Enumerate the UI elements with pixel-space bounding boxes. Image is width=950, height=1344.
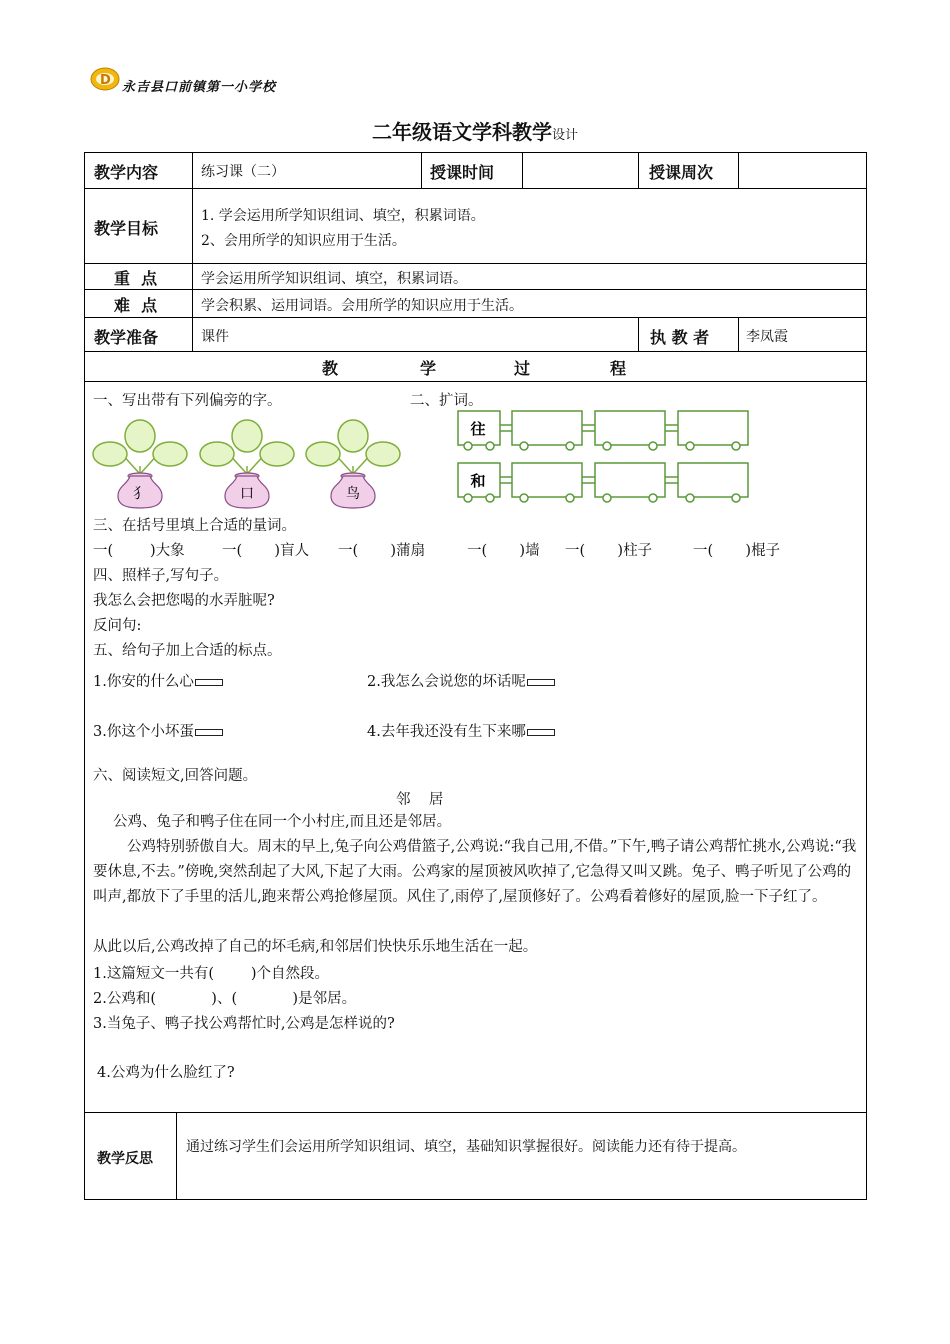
story-paragraph-2: 公鸡特别骄傲自大。周末的早上,兔子向公鸡借篮子,公鸡说:“我自己用,不借。”下午,鸭子请公鸡帮忙挑水,公鸡说:“我要休息,不去。”傍晚,突然刮起了大风,下起了大雨。公鸡家的屋顶被风吹掉了,它急得又叫又跳。兔子、鸭子听见了公鸡的叫声,都放下了手里的活儿,跑来帮公鸡抢修屋顶。风住了,雨停了,屋顶修好了。公鸡看着修好的屋顶,脸一下子红了。 [93, 839, 857, 905]
q5-answer-box-1[interactable] [195, 679, 223, 686]
q5-item-4: 4.去年我还没有生下来哪 [367, 720, 555, 741]
process-heading-4: 程 [610, 359, 627, 378]
q3-item-4: 一( )墙 [467, 543, 540, 559]
q5-item-1: 1.你安的什么心 [93, 670, 223, 691]
q5-answer-box-2[interactable] [527, 679, 555, 686]
page-title [0, 116, 950, 145]
train-char-1: 往 [470, 420, 486, 438]
q6-title: 六、阅读短文,回答问题。 [93, 768, 258, 784]
content-label: 教学内容 [94, 163, 159, 182]
prep-label: 教学准备 [94, 328, 159, 347]
story-paragraph-3: 从此以后,公鸡改掉了自己的坏毛病,和邻居们快快乐乐地生活在一起。 [93, 939, 538, 955]
q3-title: 三、在括号里填上合适的量词。 [93, 518, 296, 534]
q6-item-4: 4.公鸡为什么脸红了? [97, 1065, 235, 1081]
q4-prompt: 反问句: [93, 618, 142, 634]
q1-title: 一、写出带有下列偏旁的字。 [93, 393, 282, 409]
reflection-text: 通过练习学生们会运用所学知识组词、填空，基础知识掌握很好。阅读能力还有待于提高。 [186, 1139, 746, 1155]
svg-text:D: D [100, 73, 111, 88]
q3-item-1: 一( )大象 [93, 543, 185, 559]
train-char-2: 和 [470, 472, 486, 490]
vase-radical-2: 口 [240, 486, 254, 502]
difficulty-value: 学会积累、运用词语。会用所学的知识应用于生活。 [201, 298, 523, 314]
story-paragraph-1: 公鸡、兔子和鸭子住在同一个小村庄,而且还是邻居。 [113, 814, 452, 830]
prep-value: 课件 [201, 329, 229, 345]
q5-title: 五、给句子加上合适的标点。 [93, 643, 282, 659]
key-value: 学会运用所学知识组词、填空，积累词语。 [201, 271, 467, 287]
vase-radical-1: 犭 [133, 486, 147, 502]
week-label: 授课周次 [649, 163, 714, 182]
goal-line-2: 2、会用所学的知识应用于生活。 [201, 233, 406, 249]
q5-item-2: 2.我怎么会说您的坏话呢 [367, 670, 555, 691]
time-label: 授课时间 [430, 163, 495, 182]
school-logo-icon [90, 66, 120, 92]
difficulty-label: 难 点 [114, 296, 158, 315]
school-name: 永吉县口前镇第一小学校 [122, 80, 277, 95]
teacher-label: 执 教 者 [650, 328, 710, 347]
q4-title: 四、照样子,写句子。 [93, 568, 229, 584]
q5-item-3: 3.你这个小坏蛋 [93, 720, 223, 741]
q3-item-2: 一( )盲人 [222, 543, 310, 559]
q6-item-3: 3.当兔子、鸭子找公鸡帮忙时,公鸡是怎样说的? [93, 1016, 395, 1032]
q3-item-6: 一( )棍子 [693, 543, 781, 559]
word-expansion-trains [452, 408, 754, 504]
vase-radical-3: 鸟 [346, 486, 360, 502]
goal-label: 教学目标 [94, 219, 159, 238]
story-title: 邻 居 [396, 792, 444, 808]
q5-answer-box-4[interactable] [527, 729, 555, 736]
q6-item-2: 2.公鸡和( )、( )是邻居。 [93, 991, 357, 1007]
q5-answer-box-3[interactable] [195, 729, 223, 736]
reflection-table [84, 1112, 867, 1200]
key-label: 重 点 [114, 269, 158, 288]
q4-example: 我怎么会把您喝的水弄脏呢? [93, 593, 275, 609]
process-heading-2: 学 [420, 359, 437, 378]
q3-item-5: 一( )柱子 [565, 543, 653, 559]
title-suffix: 设计 [551, 128, 578, 143]
teacher-value: 李凤霞 [746, 329, 788, 345]
goal-line-1: 1. 学会运用所学知识组词、填空，积累词语。 [201, 208, 485, 224]
radical-vases-figure [88, 414, 418, 512]
q6-item-1: 1.这篇短文一共有( )个自然段。 [93, 966, 330, 982]
process-heading-1: 教 [322, 359, 339, 378]
content-value: 练习课（二） [201, 164, 285, 180]
q3-item-3: 一( )蒲扇 [338, 543, 426, 559]
process-heading-3: 过 [514, 359, 531, 378]
q2-title: 二、扩词。 [410, 393, 483, 409]
title-main: 二年级语文学科教学 [371, 120, 552, 144]
reflection-label: 教学反思 [97, 1151, 153, 1167]
